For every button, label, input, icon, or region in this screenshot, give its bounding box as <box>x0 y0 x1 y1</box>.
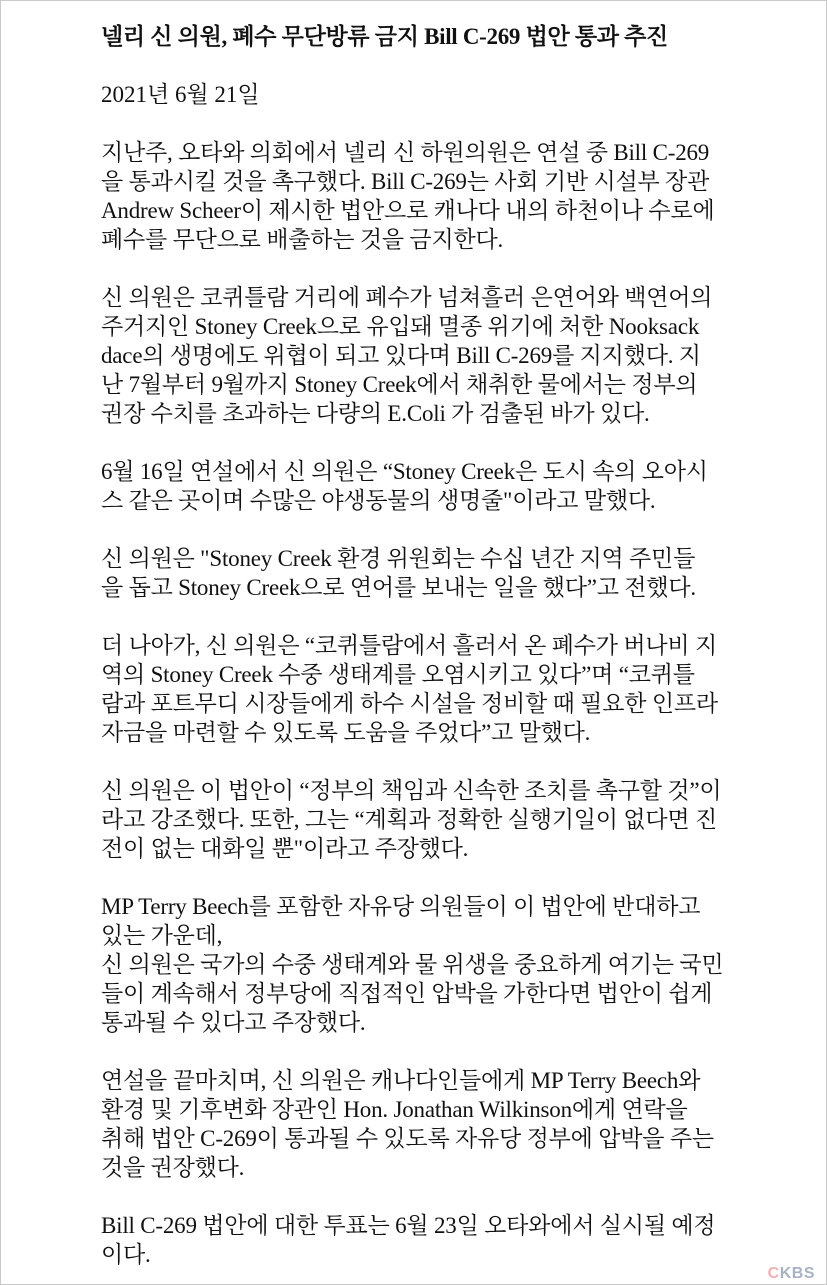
paragraph-7 <box>101 892 731 1037</box>
paragraph-2 <box>101 283 731 428</box>
paragraph-line: 신 의원은 이 법안이 “정부의 책임과 신속한 조치를 촉구할 것”이 <box>101 778 722 803</box>
paragraph-line: 연설을 끝마치며, 신 의원은 캐나다인들에게 MP Terry Beech와 <box>101 1068 701 1093</box>
paragraph-line: 것을 권장했다. <box>101 1155 245 1180</box>
paragraph-line: 통과될 수 있다고 주장했다. <box>101 1010 366 1035</box>
paragraph-line: 스 같은 곳이며 수많은 야생동물의 생명줄"이라고 말했다. <box>101 488 656 513</box>
paragraph-line: 들이 계속해서 정부당에 직접적인 압박을 가한다면 법안이 쉽게 <box>101 981 713 1006</box>
paragraph-line: MP Terry Beech를 포함한 자유당 의원들이 이 법안에 반대하고 <box>101 894 701 919</box>
paragraph-4 <box>101 544 731 602</box>
paragraph-line: 폐수를 무단으로 배출하는 것을 금지한다. <box>101 227 504 252</box>
paragraph-3 <box>101 457 731 515</box>
paragraph-1 <box>101 138 731 254</box>
paragraph-line: 신 의원은 "Stoney Creek 환경 위원회는 수십 년간 지역 주민들 <box>101 546 696 571</box>
paragraph-line: 환경 및 기후변화 장관인 Hon. Jonathan Wilkinson에게 연락을 <box>101 1097 688 1122</box>
paragraph-line: 이다. <box>101 1242 151 1267</box>
article-date: 2021년 6월 21일 <box>101 82 260 107</box>
paragraph-line: Bill C-269 법안에 대한 투표는 6월 23일 오타와에서 실시될 예정 <box>101 1213 716 1238</box>
paragraph-line: 주거지인 Stoney Creek으로 유입돼 멸종 위기에 처한 Nooksack <box>101 314 700 339</box>
article-title: 넬리 신 의원, 폐수 무단방류 금지 Bill C-269 법안 통과 추진 <box>101 24 668 49</box>
ckbs-watermark-logo <box>768 1265 815 1283</box>
watermark-letters-kbs: KBS <box>779 1265 815 1282</box>
paragraph-line: 역의 Stoney Creek 수중 생태계를 오염시키고 있다”며 “코퀴틀 <box>101 662 695 687</box>
paragraph-line: 람과 포트무디 시장들에게 하수 시설을 정비할 때 필요한 인프라 <box>101 691 718 716</box>
paragraph-line: 라고 강조했다. 또한, 그는 “계획과 정확한 실행기일이 없다면 진 <box>101 807 717 832</box>
paragraph-line: 지난주, 오타와 의회에서 넬리 신 하원의원은 연설 중 Bill C-269 <box>101 140 710 165</box>
paragraph-line: 있는 가운데, <box>101 923 223 948</box>
paragraph-5 <box>101 631 731 747</box>
paragraph-line: 을 돕고 Stoney Creek으로 연어를 보내는 일을 했다”고 전했다. <box>101 575 696 600</box>
paragraph-line: 6월 16일 연설에서 신 의원은 “Stoney Creek은 도시 속의 오아시 <box>101 459 708 484</box>
paragraph-line: dace의 생명에도 위협이 되고 있다며 Bill C-269를 지지했다. 지 <box>101 343 701 368</box>
paragraph-line: 더 나아가, 신 의원은 “코퀴틀람에서 흘러서 온 폐수가 버나비 지 <box>101 633 717 658</box>
paragraph-line: 권장 수치를 초과하는 다량의 E.Coli 가 검출된 바가 있다. <box>101 401 650 426</box>
watermark-letter-c: C <box>767 1265 780 1282</box>
paragraph-line: 을 통과시킬 것을 촉구했다. Bill C-269는 사회 기반 시설부 장관 <box>101 169 710 194</box>
paragraph-line: 자금을 마련할 수 있도록 도움을 주었다”고 말했다. <box>101 720 591 745</box>
paragraph-line: 취해 법안 C-269이 통과될 수 있도록 자유당 정부에 압박을 주는 <box>101 1126 714 1151</box>
paragraph-9 <box>101 1211 731 1269</box>
paragraph-line: 신 의원은 국가의 수중 생태계와 물 위생을 중요하게 여기는 국민 <box>101 952 724 977</box>
paragraph-line: Andrew Scheer이 제시한 법안으로 캐나다 내의 하천이나 수로에 <box>101 198 715 223</box>
article-body <box>101 22 731 1269</box>
paragraph-line: 난 7월부터 9월까지 Stoney Creek에서 채취한 물에서는 정부의 <box>101 372 698 397</box>
paragraph-line: 신 의원은 코퀴틀람 거리에 폐수가 넘쳐흘러 은연어와 백연어의 <box>101 285 713 310</box>
paragraph-line: 전이 없는 대화일 뿐"이라고 주장했다. <box>101 836 469 861</box>
paragraph-8 <box>101 1066 731 1182</box>
paragraph-6 <box>101 776 731 863</box>
